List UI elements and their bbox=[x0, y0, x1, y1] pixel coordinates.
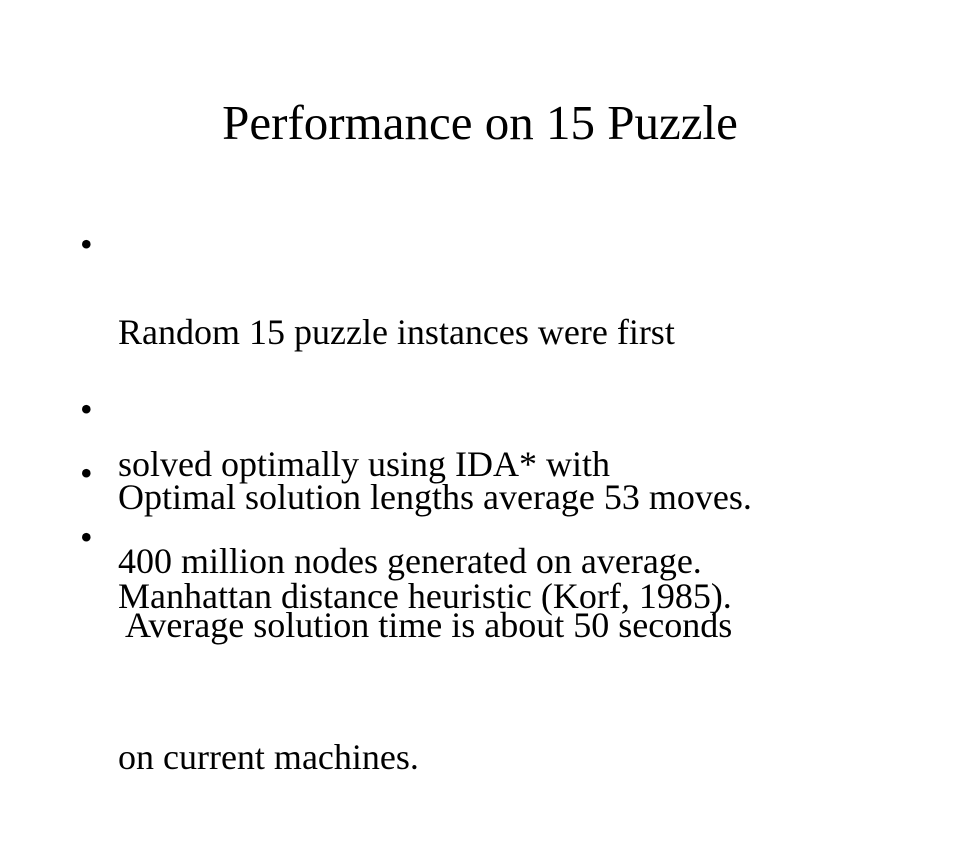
bullet-symbol: • bbox=[80, 453, 93, 493]
bullet-line: on current machines. bbox=[118, 737, 419, 777]
bullet-symbol: • bbox=[80, 517, 93, 557]
bullet-line: Random 15 puzzle instances were first bbox=[118, 312, 675, 352]
bullet-symbol: • bbox=[80, 224, 93, 264]
bullet-symbol: • bbox=[80, 389, 93, 429]
bullet-text bbox=[118, 515, 900, 867]
bullet-item-4 bbox=[80, 515, 900, 867]
bullet-line: Average solution time is about 50 seconds bbox=[118, 605, 733, 645]
bullet-line: Optimal solution lengths average 53 moves. bbox=[118, 477, 752, 517]
bullet-line: 400 million nodes generated on average. bbox=[118, 541, 702, 581]
bullet-line: solved optimally using IDA* with bbox=[118, 444, 610, 484]
slide-title: Performance on 15 Puzzle bbox=[222, 95, 738, 150]
bullet-line: Manhattan distance heuristic (Korf, 1985). bbox=[118, 576, 732, 616]
